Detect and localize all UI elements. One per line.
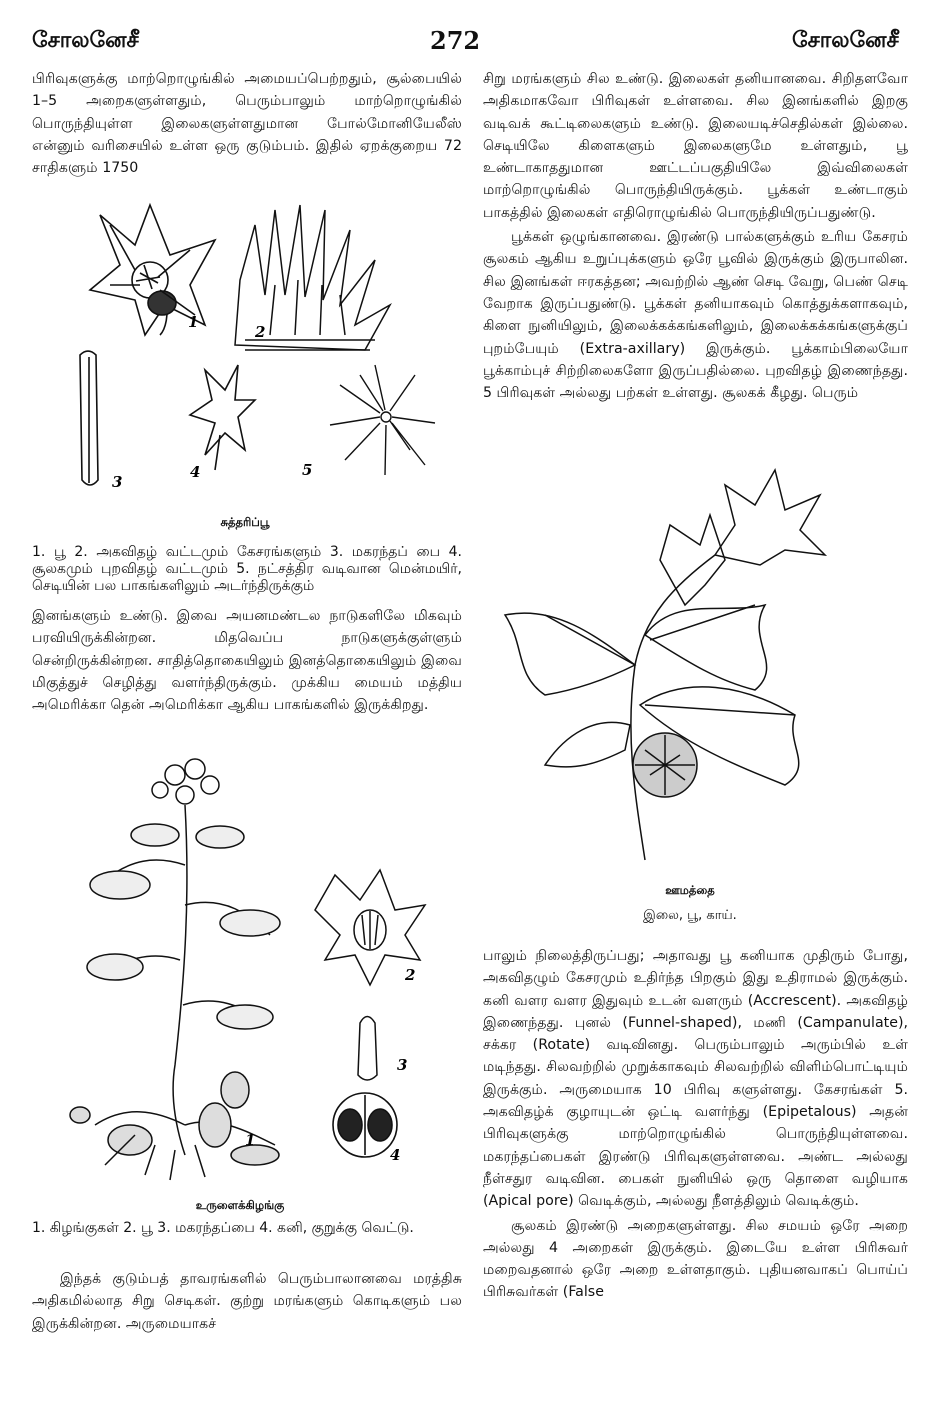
stellate-hair-drawing [330, 365, 435, 475]
brinjal-figure [40, 185, 460, 505]
potato-anther-drawing [358, 1017, 377, 1081]
calyx-pistil-drawing [190, 365, 255, 470]
page-number: 272 [430, 26, 481, 55]
fig1-number-5: 5 [302, 461, 313, 479]
fig2-number-3: 3 [397, 1056, 408, 1074]
left-bottom-paragraph: இந்தக் குடும்பத் தாவரங்களில் பெரும்பாலானவை மரத்திசு அதிகமில்லாத சிறு செடிகள். குற்று மரங்களும் கொடிகளும் பல இருக்கின்றன. அருமையாகச் [32, 1271, 462, 1332]
running-title-left: சோலனேசீ [32, 28, 139, 53]
fig2-number-2: 2 [405, 966, 416, 984]
datura-drawing [505, 470, 825, 860]
right-top-text: சிறு மரங்களும் சில உண்டு. இலைகள் தனியானவை. சிறிதளவோ அதிகமாகவோ பிரிவுகள் உள்ளவை. சில இனங்களில் இறகு வடிவக் கூட்டிலைகளும் உண்டு. இலையடிச்செதில்கள் இல்லை. செடியிலே கிளைகளும் இலைகளுமே உள்ளதும், பூ உண்டாகாததுமான ஊட்டப்பகுதியிலே இவ்விலைகள் மாற்றொழுங்கில் பொருந்தியிருக்கும். பூக்கள் உண்டாகும் பாகத்தில் இலைகள் எதிரொழுங்கில் பொருந்தியிருப்பதுண்டு. பூக்கள் ஒழுங்கானவை. இரண்டு பால்களுக்கும் உரிய கேசரம் சூலகம் ஆகிய உறுப்புக்களும் ஒரே பூவில் இருக்கும் இருபாலின. சில இனங்கள் ஈரகத்தன; அவற்றில் ஆண் செடி வேறு, பெண் செடி வேறாக இருப்பதுண்டு. பூக்கள் தனியாகவும் கொத்துக்களாகவும், கிளை நுனியிலும், இலைக்கக்கங்களிலும், இலைக்கக்கங்களுக்குப் புறம்பேயும் (Extra-axillary) இருக்கும். பூக்காம்பிலையோ பூக்காம்புச் சிற்றிலைகளோ இருப்பதில்லை. புறவிதழ் இணைந்தது. 5 பிரிவுகள் அல்லது பற்கள் உள்ளது. சூலகக் கீழது. பெரும் [483, 71, 908, 402]
potato-plant-drawing [70, 759, 280, 1180]
page-header [0, 0, 940, 70]
figure-2-caption: 1. கிழங்குகள் 2. பூ 3. மகரந்தப்பை 4. கனி, குறுக்கு வெட்டு. [32, 1220, 414, 1236]
running-title-right: சோலனேசீ [792, 28, 899, 53]
fig1-number-3: 3 [112, 473, 123, 491]
fig2-number-4: 4 [390, 1146, 401, 1164]
fig1-number-4: 4 [190, 463, 201, 481]
left-intro-paragraph: பிரிவுகளுக்கு மாற்றொழுங்கில் அமையப்பெற்றதும், சூல்பையில் 1–5 அறைகளுள்ளதும், பெரும்பாலும் மாற்றொழுங்கில் பொருந்தியுள்ள இலைகளுள்ளதுமான போல்மோனியேலீஸ் என்னும் வரிசையில் உள்ள ஒரு குடும்பம். இதில் ஏறக்குறைய 72 சாதிகளும் 1750 [32, 71, 462, 177]
figure-2-title: உருளைக்கிழங்கு [195, 1198, 285, 1212]
figure-3-title: ஊமத்தை [665, 883, 715, 897]
fig1-number-2: 2 [255, 323, 266, 341]
anther-drawing [80, 351, 98, 485]
figure-1-title: சுத்தரிப்பூ [220, 515, 270, 529]
figure-1-caption: 1. பூ 2. அகவிதழ் வட்டமும் கேசரங்களும் 3. மகரந்தப் பை 4. சூலகமும் புறவிதழ் வட்டமும் 5. நட்சத்திர வடிவான மென்மயிர், செடியின் பல பாகங்களிலும் அடர்ந்திருக்கும் [32, 544, 462, 594]
potato-figure [35, 745, 465, 1185]
fig2-number-1: 1 [245, 1131, 256, 1149]
datura-figure [485, 465, 905, 865]
left-middle-paragraph: இனங்களும் உண்டு. இவை அயனமண்டல நாடுகளிலே மிகவும் பரவியிருக்கின்றன. மிதவெப்ப நாடுகளுக்குள்ளும் சென்றிருக்கின்றன. சாதித்தொகையிலும் இனத்தொகையிலும் இவை மிகுத்துச் செழித்து வளர்ந்திருக்கும். முக்கிய மையம் மத்திய அமெரிக்கா தென் அமெரிக்கா ஆகிய பாகங்களில் இருக்கிறது. [32, 608, 462, 714]
potato-fruit-section-drawing [333, 1093, 397, 1157]
figure-3-caption: இலை, பூ, காய். [643, 908, 737, 923]
fig1-number-1: 1 [188, 313, 199, 331]
right-bottom-text: பாலும் நிலைத்திருப்பது; அதாவது பூ கனியாக முதிரும் போது, அகவிதழும் கேசரமும் உதிர்ந்த பிறகும் இது உதிராமல் இருக்கும். கனி வளர வளர இதுவும் உடன் வளரும் (Accrescent). அகவிதழ் இணைந்தது. புனல் (Funnel-shaped), மணி (Campanulate), சக்கர (Rotate) வடிவினது. பெரும்பாலும் அரும்பில் உள் மடிந்தது. சிலவற்றில் முறுக்காகவும் சிலவற்றில் விளிம்பொட்டியும் இருக்கும். அருமையாக 10 பிரிவு களுள்ளது. கேசரங்கள் 5. அகவிதழ்க் குழாயுடன் ஒட்டி வளர்ந்து (Epipetalous) அதன் பிரிவுகளுக்கு மாற்றொழுங்கில் பொருந்தியுள்ளவை. மகரந்தப்பைகள் இரண்டு பிரிவுகளுள்ளவை. அண்ட அல்லது நீள்சதுர வடிவின. பைகள் நுனியில் ஒரு தொளை வழியாக (Apical pore) வெடிக்கும், அல்லது நீளத்திலும் வெடிக்கும். சூலகம் இரண்டு அறைகளுள்ளது. சில சமயம் ஒரே அறை அல்லது 4 அறைகள் இருக்கும். இடையே உள்ள பிரிசுவர் மறைவதனால் ஒரே அறை உள்ளதாகும். புதியனவாகப் பொய்ப் பிரிசுவர்கள் (False [483, 948, 908, 1301]
